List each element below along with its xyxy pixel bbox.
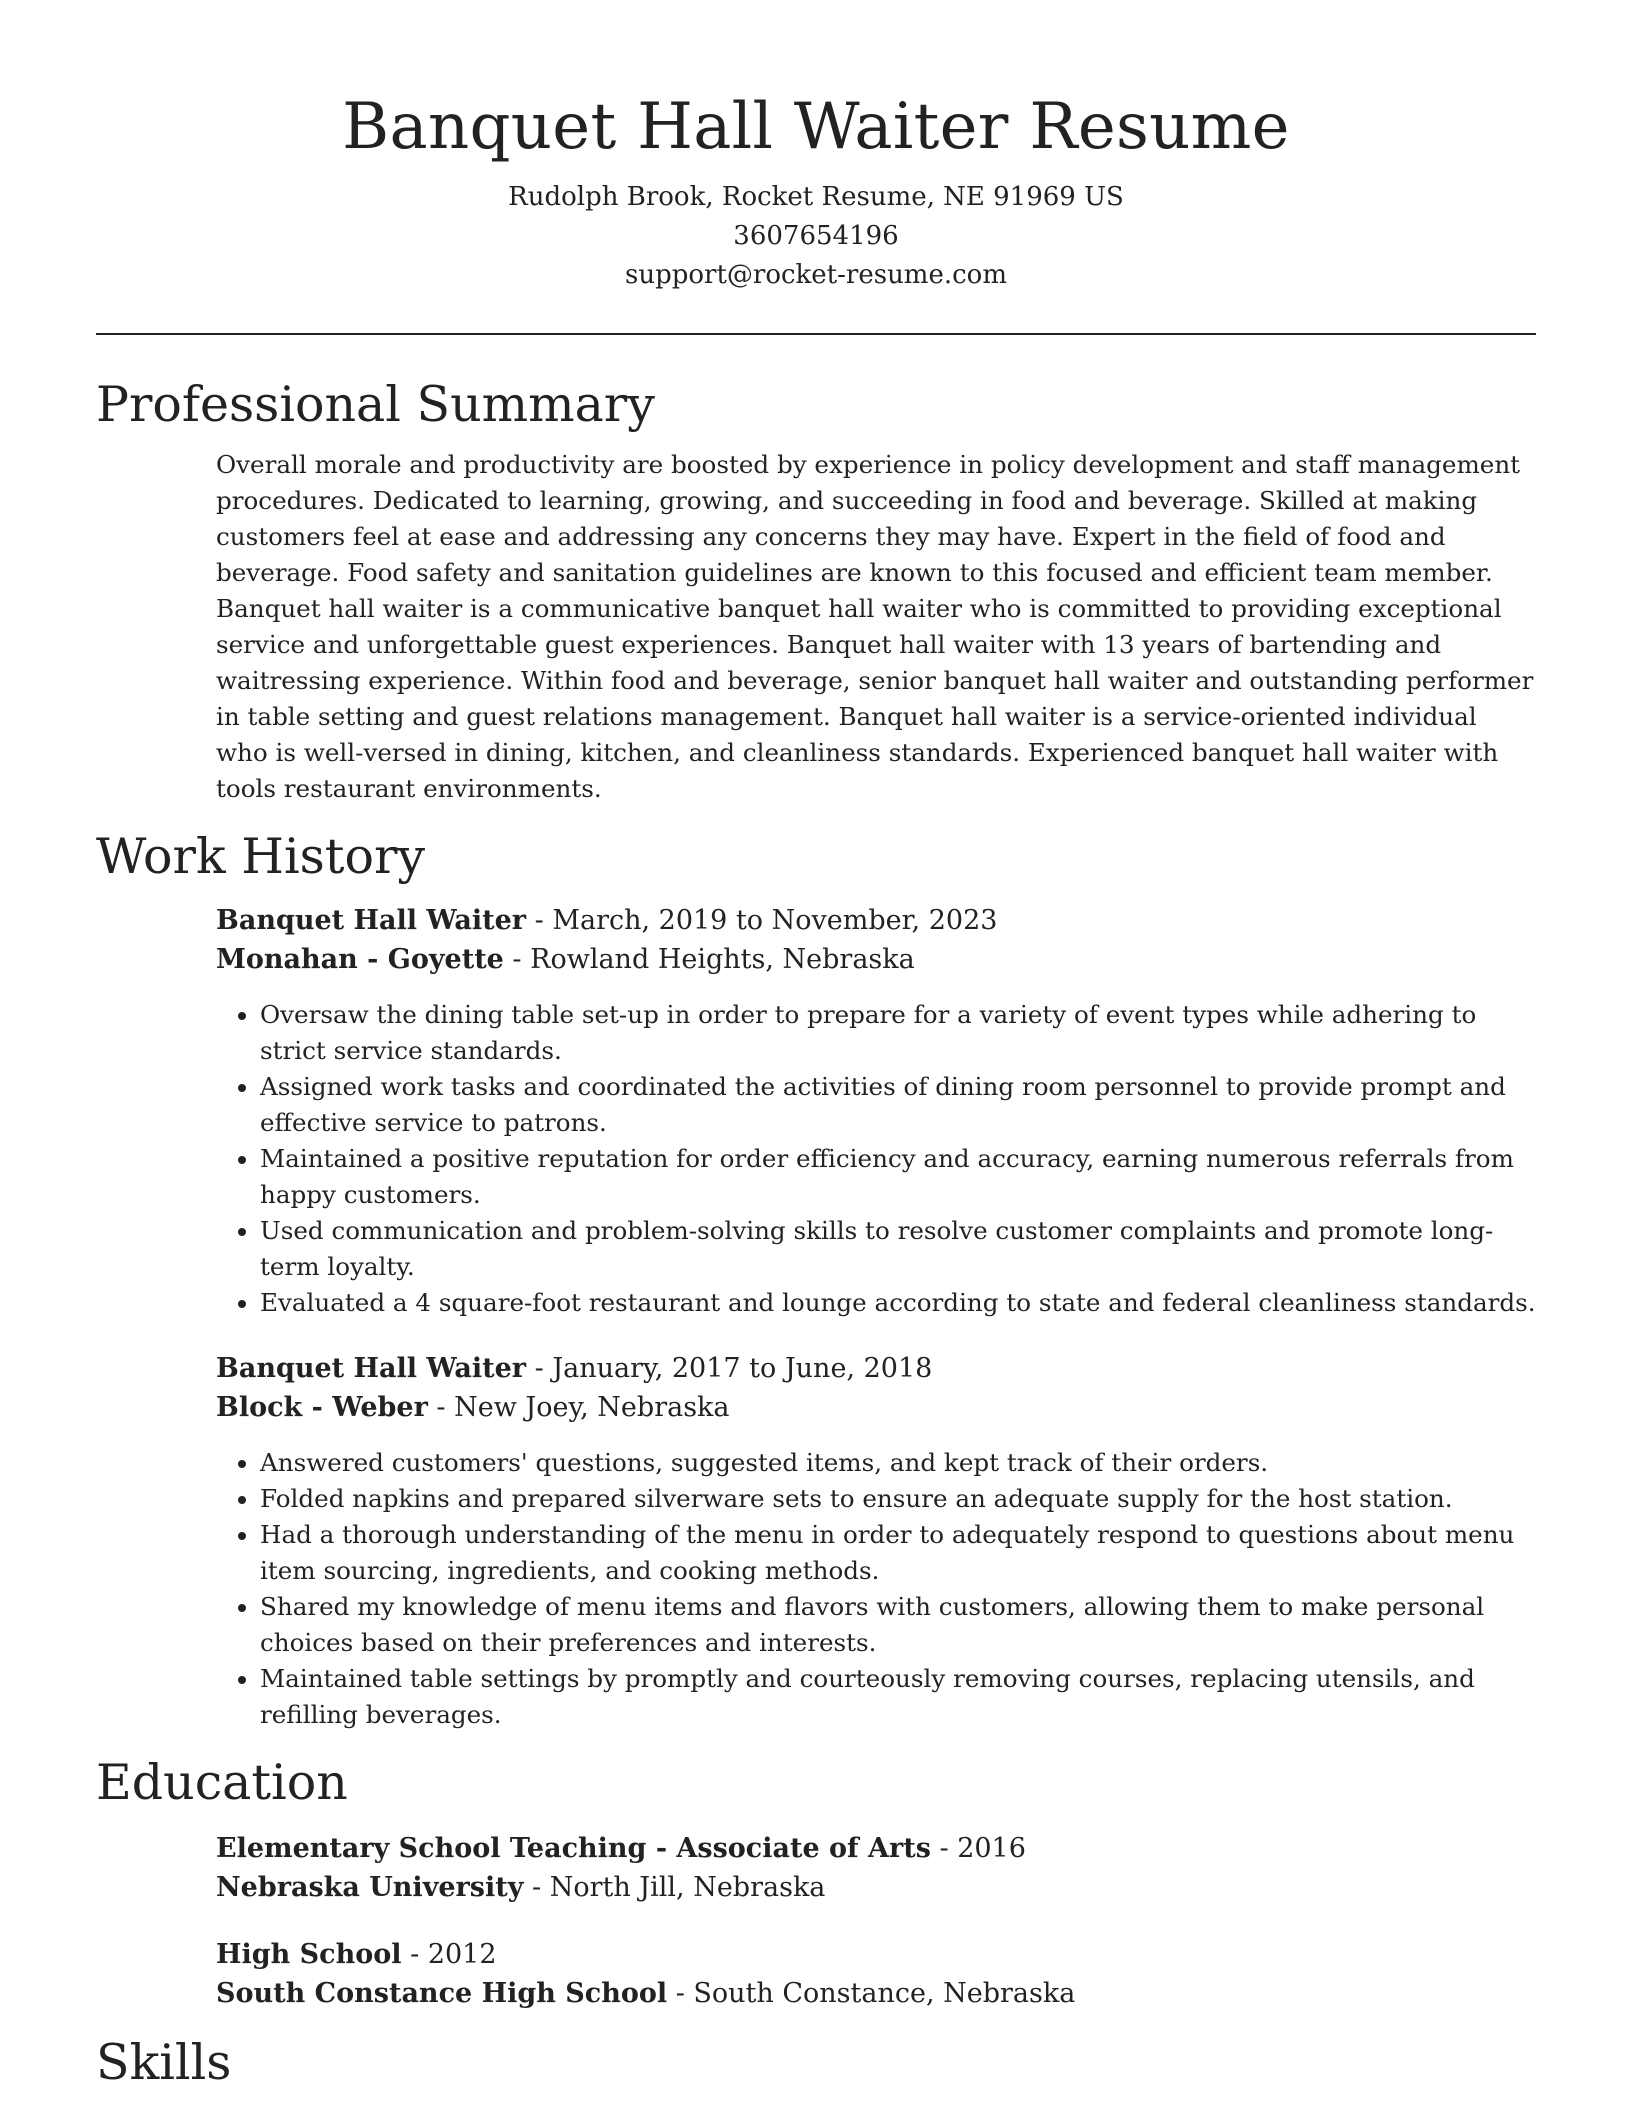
education-degree-line (216, 1935, 1536, 1974)
list-item: • Folded napkins and prepared silverware sets to ensure an adequate supply for the host station. (260, 1481, 1536, 1517)
list-item: • Shared my knowledge of menu items and flavors with customers, allowing them to make personal choices based on their preferences and interests. (260, 1589, 1536, 1661)
list-item: • Assigned work tasks and coordinated the activities of dining room personnel to provide prompt and effective service to patrons. (260, 1069, 1536, 1141)
job-duties-list (216, 997, 1536, 1321)
job-entry (216, 1349, 1536, 1733)
job-location: - Rowland Heights, Nebraska (503, 944, 915, 975)
education-location: - South Constance, Nebraska (667, 1978, 1076, 2009)
summary-text: Overall morale and productivity are boosted by experience in policy development and staff management procedures. Dedicated to learning, growing, and succeeding in food and beverage. Skilled at making customers feel at ease and addressing any concerns they may have. Expert in the field of food and beverage. Food safety and sanitation guidelines are known to this focused and efficient team member. Banquet hall waiter is a communicative banquet hall waiter who is committed to providing exceptional service and unforgettable guest experiences. Banquet hall waiter with 13 years of bartending and waitressing experience. Within food and beverage, senior banquet hall waiter and outstanding performer in table setting and guest relations management. Banquet hall waiter is a service-oriented individual who is well-versed in dining, kitchen, and cleanliness standards. Experienced banquet hall waiter with tools restaurant environments. (216, 450, 1534, 803)
job-company-line (216, 940, 1536, 979)
list-item: • Answered customers' questions, suggested items, and kept track of their orders. (260, 1445, 1536, 1481)
education-degree: High School (216, 1939, 402, 1970)
education-entry (216, 1935, 1536, 2013)
section-heading-education: Education (96, 1754, 348, 1811)
education-school-line (216, 1868, 1536, 1907)
contact-phone: 3607654196 (733, 221, 899, 251)
list-item: • Had a thorough understanding of the menu in order to adequately respond to questions about menu item sourcing, ingredients, and cooking methods. (260, 1517, 1536, 1589)
list-item: • Evaluated a 4 square-foot restaurant and lounge according to state and federal cleanliness standards. (260, 1285, 1536, 1321)
education-year: - 2016 (930, 1833, 1026, 1864)
job-title: Banquet Hall Waiter (216, 1353, 527, 1384)
section-heading-summary: Professional Summary (96, 376, 655, 433)
job-title-line (216, 1349, 1536, 1388)
section-heading-skills: Skills (96, 2034, 232, 2091)
education-degree-line (216, 1829, 1536, 1868)
list-item: • Used communication and problem-solving skills to resolve customer complaints and promote long-term loyalty. (260, 1213, 1536, 1285)
job-company: Block - Weber (216, 1392, 428, 1423)
job-title-line (216, 901, 1536, 940)
list-item: • Maintained table settings by promptly and courteously removing courses, replacing utensils, and refilling beverages. (260, 1661, 1536, 1733)
work-history-section (96, 825, 1536, 1733)
job-dates: - March, 2019 to November, 2023 (526, 905, 998, 936)
education-entry (216, 1829, 1536, 1907)
job-dates: - January, 2017 to June, 2018 (526, 1353, 933, 1384)
job-title: Banquet Hall Waiter (216, 905, 527, 936)
education-location: - North Jill, Nebraska (523, 1872, 826, 1903)
list-item: • Oversaw the dining table set-up in order to prepare for a variety of event types while adhering to strict service standards. (260, 997, 1536, 1069)
job-entry (216, 901, 1536, 1321)
education-school-line (216, 1974, 1536, 2013)
education-section (96, 1751, 1536, 2013)
education-school: South Constance High School (216, 1978, 668, 2009)
education-degree: Elementary School Teaching - Associate of Arts (216, 1833, 931, 1864)
education-school: Nebraska University (216, 1872, 524, 1903)
contact-info (96, 178, 1536, 295)
resume-title: Banquet Hall Waiter Resume (342, 90, 1290, 164)
resume-header (96, 0, 1536, 295)
job-company-line (216, 1388, 1536, 1427)
job-location: - New Joey, Nebraska (427, 1392, 730, 1423)
contact-address: Rudolph Brook, Rocket Resume, NE 91969 US (508, 182, 1124, 212)
education-year: - 2012 (401, 1939, 497, 1970)
contact-email: support@rocket-resume.com (624, 260, 1007, 290)
resume-page (96, 0, 1536, 2095)
job-duties-list (216, 1445, 1536, 1733)
professional-summary-section (96, 373, 1536, 807)
section-heading-work: Work History (96, 828, 426, 885)
job-company: Monahan - Goyette (216, 944, 504, 975)
header-divider (96, 333, 1536, 335)
list-item: • Maintained a positive reputation for order efficiency and accuracy, earning numerous referrals from happy customers. (260, 1141, 1536, 1213)
skills-section (96, 2031, 1536, 2095)
